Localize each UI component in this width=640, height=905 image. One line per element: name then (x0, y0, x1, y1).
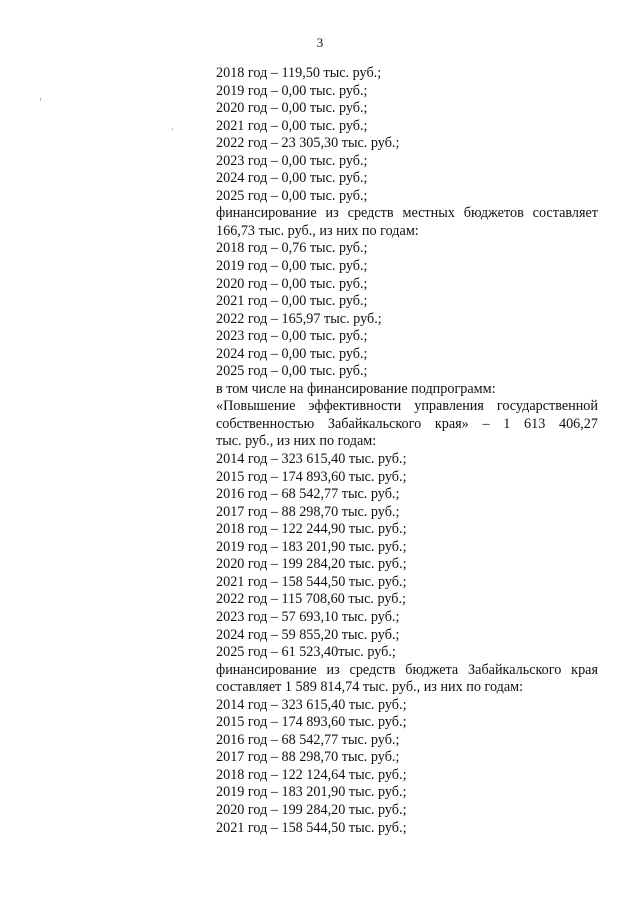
text-line: 166,73 тыс. руб., из них по годам: (216, 222, 419, 239)
scan-mark (172, 128, 173, 130)
text-line: 2021 год – 158 544,50 тыс. руб.; (216, 819, 407, 836)
text-line: 2020 год – 199 284,20 тыс. руб.; (216, 801, 407, 818)
text-line: 2022 год – 115 708,60 тыс. руб.; (216, 591, 406, 608)
text-line: «Повышение эффективности управления государственной (216, 398, 598, 415)
document-body (216, 65, 598, 837)
text-line: собственностью Забайкальского края» – 1 613 406,27 (216, 415, 598, 432)
text-line: 2019 год – 183 201,90 тыс. руб.; (216, 784, 407, 801)
page-number: 3 (316, 35, 324, 50)
text-line: в том числе на финансирование подпрограмм: (216, 380, 496, 397)
text-line: 2014 год – 323 615,40 тыс. руб.; (216, 696, 407, 713)
text-line: 2018 год – 119,50 тыс. руб.; (216, 65, 382, 81)
text-line: 2022 год – 165,97 тыс. руб.; (216, 310, 382, 327)
text-line: 2021 год – 0,00 тыс. руб.; (216, 293, 368, 310)
text-line: финансирование из средств бюджета Забайкальского края (216, 661, 598, 678)
text-line: 2020 год – 199 284,20 тыс. руб.; (216, 556, 407, 573)
text-line: 2016 год – 68 542,77 тыс. руб.; (216, 731, 400, 748)
text-line: 2015 год – 174 893,60 тыс. руб.; (216, 468, 407, 485)
scan-mark (40, 98, 41, 101)
text-line: 2019 год – 0,00 тыс. руб.; (216, 82, 368, 99)
text-line: 2017 год – 88 298,70 тыс. руб.; (216, 503, 400, 520)
text-line: 2023 год – 0,00 тыс. руб.; (216, 328, 368, 345)
text-line: 2025 год – 0,00 тыс. руб.; (216, 363, 368, 380)
text-line: 2014 год – 323 615,40 тыс. руб.; (216, 451, 407, 468)
text-line: тыс. руб., из них по годам: (216, 433, 377, 450)
text-line: 2015 год – 174 893,60 тыс. руб.; (216, 714, 407, 731)
text-line: 2025 год – 61 523,40тыс. руб.; (216, 644, 396, 661)
text-line: 2024 год – 0,00 тыс. руб.; (216, 170, 368, 187)
text-line: 2024 год – 0,00 тыс. руб.; (216, 345, 368, 362)
text-line: 2021 год – 0,00 тыс. руб.; (216, 117, 368, 134)
text-line: 2023 год – 57 693,10 тыс. руб.; (216, 608, 400, 625)
text-line: 2021 год – 158 544,50 тыс. руб.; (216, 573, 407, 590)
text-line: 2023 год – 0,00 тыс. руб.; (216, 152, 368, 169)
text-line: 2018 год – 0,76 тыс. руб.; (216, 240, 368, 257)
text-line: составляет 1 589 814,74 тыс. руб., из них по годам: (216, 679, 524, 696)
text-line: 2020 год – 0,00 тыс. руб.; (216, 275, 368, 292)
text-line: 2019 год – 0,00 тыс. руб.; (216, 258, 368, 275)
text-line: 2020 год – 0,00 тыс. руб.; (216, 100, 368, 117)
text-line: финансирование из средств местных бюджетов составляет (216, 205, 598, 222)
text-line: 2024 год – 59 855,20 тыс. руб.; (216, 626, 400, 643)
text-line: 2025 год – 0,00 тыс. руб.; (216, 187, 368, 204)
text-line: 2018 год – 122 244,90 тыс. руб.; (216, 521, 407, 538)
text-line: 2016 год – 68 542,77 тыс. руб.; (216, 486, 400, 503)
text-line: 2017 год – 88 298,70 тыс. руб.; (216, 749, 400, 766)
text-line: 2022 год – 23 305,30 тыс. руб.; (216, 135, 400, 152)
text-line: 2019 год – 183 201,90 тыс. руб.; (216, 538, 407, 555)
text-line: 2018 год – 122 124,64 тыс. руб.; (216, 766, 407, 783)
